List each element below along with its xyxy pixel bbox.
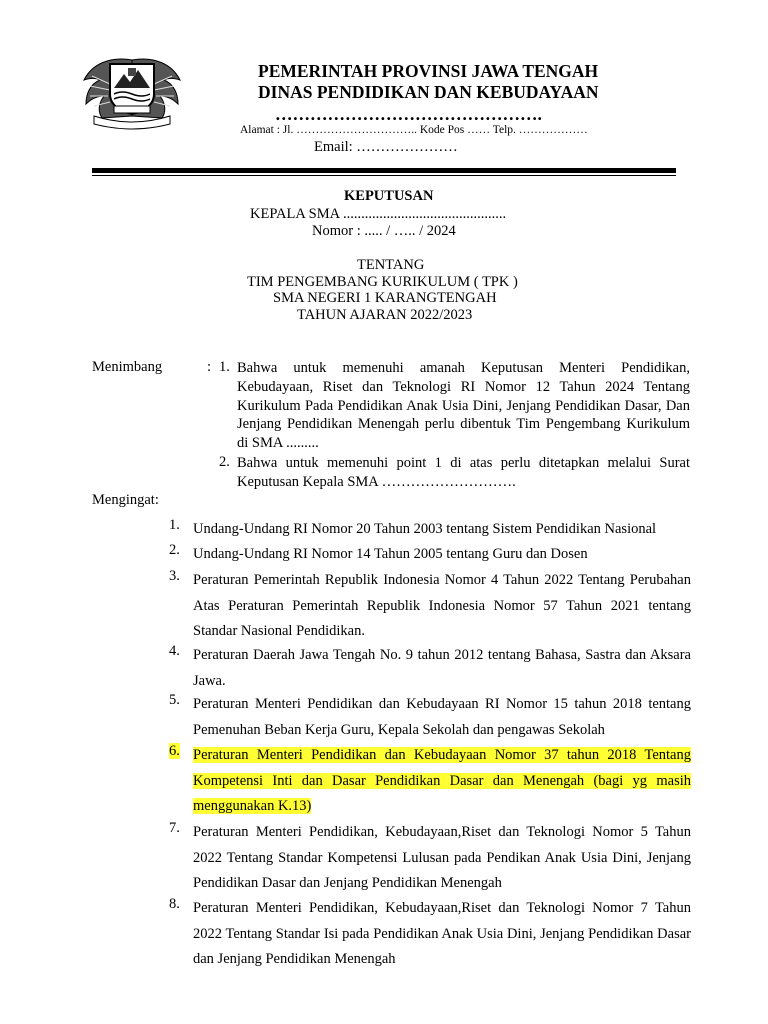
academic-year: TAHUN AJARAN 2022/2023 (297, 307, 473, 323)
letterhead-divider-thin (92, 175, 676, 176)
mengingat-item-text: Undang-Undang RI Nomor 14 Tahun 2005 tentang Guru dan Dosen (193, 546, 588, 562)
office-name-placeholder: ………………………………………. (275, 104, 542, 124)
team-name: TIM PENGEMBANG KURIKULUM ( TPK ) (247, 274, 518, 290)
mengingat-item-number: 1. (169, 517, 180, 533)
school-name: SMA NEGERI 1 KARANGTENGAH (273, 290, 497, 306)
mengingat-item-text: Peraturan Menteri Pendidikan dan Kebudayaan RI Nomor 15 tahun 2018 tentang Pemenuhan Beban Kerja Guru, Kepala Sekolah dan pengawas Sekolah (193, 696, 691, 738)
letterhead-divider-thick (92, 168, 676, 173)
mengingat-item-number: 3. (169, 568, 180, 584)
menimbang-label: Menimbang (92, 359, 163, 375)
about-label: TENTANG (357, 257, 425, 273)
decree-issuer: KEPALA SMA ............................................. (250, 206, 507, 222)
mengingat-item-number: 7. (169, 820, 180, 836)
mengingat-item-text: Undang-Undang RI Nomor 20 Tahun 2003 tentang Sistem Pendidikan Nasional (193, 521, 657, 537)
mengingat-item-number (169, 743, 180, 760)
mengingat-item-number: 2. (169, 542, 180, 558)
menimbang-item-text: Bahwa untuk memenuhi amanah Keputusan Menteri Pendidikan, Kebudayaan, Riset dan Teknologi RI Nomor 12 Tahun 2024 Tentang Kurikulum Pada Pendidikan Anak Usia Dini, Jenjang Pendidikan Dasar, Dan Jenjang Pendidikan Menengah perlu dibentuk Tim Pengembang Kurikulum di SMA ......... (237, 360, 690, 452)
mengingat-item-text: Peraturan Menteri Pendidikan, Kebudayaan,Riset dan Teknologi Nomor 7 Tahun 2022 Tentang Standar Isi pada Pendidikan Anak Usia Dini, Jenjang Pendidikan Dasar dan Jenjang Pendidikan Menengah (193, 900, 691, 967)
decree-title: KEPUTUSAN (344, 188, 434, 204)
jawa-tengah-crest-icon (80, 54, 184, 130)
highlighted-text: 6. (169, 743, 180, 759)
decree-number: Nomor : ..... / ….. / 2024 (312, 223, 456, 239)
mengingat-item-number: 8. (169, 896, 180, 912)
highlighted-text: Peraturan Menteri Pendidikan dan Kebudayaan Nomor 37 tahun 2018 Tentang Kompetensi Inti dan Dasar Pendidikan Dasar dan Menengah (bagi yg masih menggunakan K.13) (193, 747, 691, 814)
mengingat-item-number: 4. (169, 643, 180, 659)
mengingat-item-text: Peraturan Daerah Jawa Tengah No. 9 tahun 2012 tentang Bahasa, Sastra dan Aksara Jawa. (193, 647, 691, 689)
department-name: DINAS PENDIDIKAN DAN KEBUDAYAAN (258, 82, 599, 102)
mengingat-item-text: Peraturan Menteri Pendidikan, Kebudayaan,Riset dan Teknologi Nomor 5 Tahun 2022 Tentang Standar Kompetensi Lulusan pada Pendikan Anak Usia Dini, Jenjang Pendidikan Dasar dan Jenjang Pendidikan Menengah (193, 824, 691, 891)
menimbang-colon: : (207, 359, 212, 375)
mengingat-label: Mengingat: (92, 492, 159, 508)
agency-name: PEMERINTAH PROVINSI JAWA TENGAH (258, 61, 599, 81)
email-line: Email: ………………… (314, 139, 458, 155)
mengingat-item-number: 5. (169, 692, 180, 708)
menimbang-item-text: Bahwa untuk memenuhi point 1 di atas perlu ditetapkan melalui Surat Keputusan Kepala SMA ………………………. (237, 455, 690, 490)
mengingat-item-text: Peraturan Pemerintah Republik Indonesia Nomor 4 Tahun 2022 Tentang Perubahan Atas Peraturan Pemerintah Republik Indonesia Nomor 57 Tahun 2021 tentang Standar Nasional Pendidikan. (193, 572, 691, 639)
address-line: Alamat : Jl. ………………………….. Kode Pos …… Telp. ……………… (240, 124, 588, 136)
menimbang-item-number: 2. (219, 454, 230, 470)
mengingat-item-text-highlighted (193, 743, 691, 820)
menimbang-item-number: 1. (219, 359, 230, 375)
